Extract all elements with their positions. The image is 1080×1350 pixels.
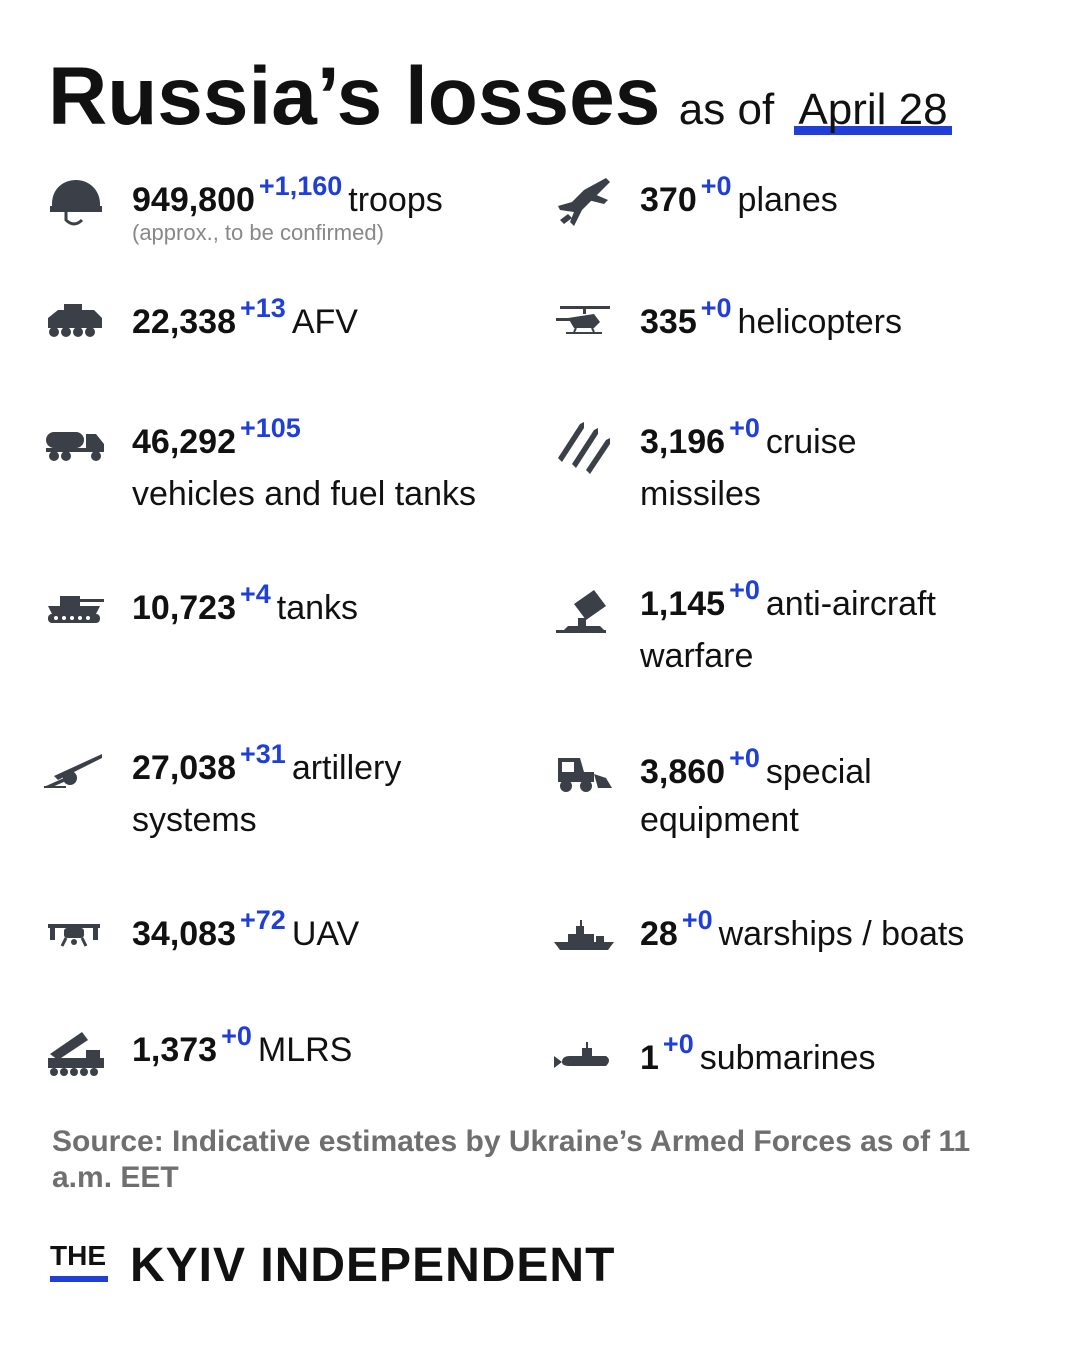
delta: +4: [240, 579, 271, 609]
drone-icon: [44, 910, 104, 966]
delta: +0: [700, 171, 732, 201]
cruise-missile-icon: [554, 418, 614, 474]
label: submarines: [699, 1039, 876, 1077]
brand-the: THE: [50, 1240, 106, 1271]
value: 370: [640, 181, 697, 219]
delta: +0: [729, 575, 760, 605]
label: MLRS: [257, 1031, 353, 1069]
value: 3,860: [640, 753, 726, 791]
value: 335: [640, 303, 697, 341]
brand-underline: [50, 1276, 108, 1282]
label: special: [765, 753, 872, 791]
date-text: April 28: [798, 85, 948, 134]
warship-icon: [554, 912, 614, 968]
label: UAV: [291, 915, 360, 953]
armored-vehicle-icon: [44, 298, 104, 354]
rocket-launcher-icon: [44, 1028, 104, 1084]
delta: +13: [240, 293, 286, 323]
fuel-truck-icon: [44, 418, 104, 474]
excavator-icon: [554, 748, 614, 804]
source-note: Source: Indicative estimates by Ukraine’s Armed Forces as of 11 a.m. EET: [52, 1125, 971, 1194]
label-line2: equipment: [640, 801, 799, 839]
label: warships / boats: [718, 915, 965, 953]
value: 3,196: [640, 423, 726, 461]
value: 22,338: [132, 303, 236, 341]
page-title: [48, 50, 948, 140]
brand-name: KYIV INDEPENDENT: [130, 1239, 616, 1292]
label: troops: [348, 181, 443, 219]
delta: +0: [681, 905, 713, 935]
value: 10,723: [132, 589, 236, 627]
tank-icon: [44, 586, 104, 642]
delta: +0: [221, 1021, 252, 1051]
label: AFV: [291, 303, 358, 341]
value: 949,800: [132, 181, 255, 219]
troops-note: (approx., to be confirmed): [132, 220, 384, 245]
label-line2: warfare: [640, 637, 754, 675]
helmet-icon: [44, 174, 104, 230]
title-main: Russia’s losses: [48, 51, 661, 142]
delta: +0: [662, 1029, 694, 1059]
fighter-jet-icon: [554, 174, 614, 230]
helicopter-icon: [554, 298, 614, 354]
delta: +0: [729, 413, 760, 443]
artillery-icon: [44, 748, 104, 804]
label-line2: systems: [132, 801, 257, 839]
value: 1,145: [640, 585, 726, 623]
value: 34,083: [132, 915, 236, 953]
subtitle-prefix: as of: [678, 85, 775, 134]
label-line2: vehicles and fuel tanks: [132, 475, 476, 513]
value: 1,373: [132, 1031, 218, 1069]
label-line2: missiles: [640, 475, 761, 513]
value: 27,038: [132, 749, 236, 787]
delta: +105: [240, 413, 301, 443]
value: 1: [640, 1039, 659, 1077]
label: planes: [737, 181, 838, 219]
title-subtitle: [679, 85, 948, 135]
label: anti-aircraft: [765, 585, 936, 623]
label: helicopters: [737, 303, 902, 341]
delta: +0: [729, 743, 760, 773]
delta: +31: [240, 739, 286, 769]
title-date: [798, 85, 947, 135]
value: 46,292: [132, 423, 236, 461]
label: cruise: [765, 423, 857, 461]
delta: +72: [240, 905, 286, 935]
submarine-icon: [554, 1036, 614, 1092]
delta: +0: [700, 293, 732, 323]
delta: +1,160: [258, 171, 343, 201]
label: artillery: [291, 749, 402, 787]
label: tanks: [276, 589, 359, 627]
anti-aircraft-icon: [554, 584, 614, 640]
value: 28: [640, 915, 678, 953]
